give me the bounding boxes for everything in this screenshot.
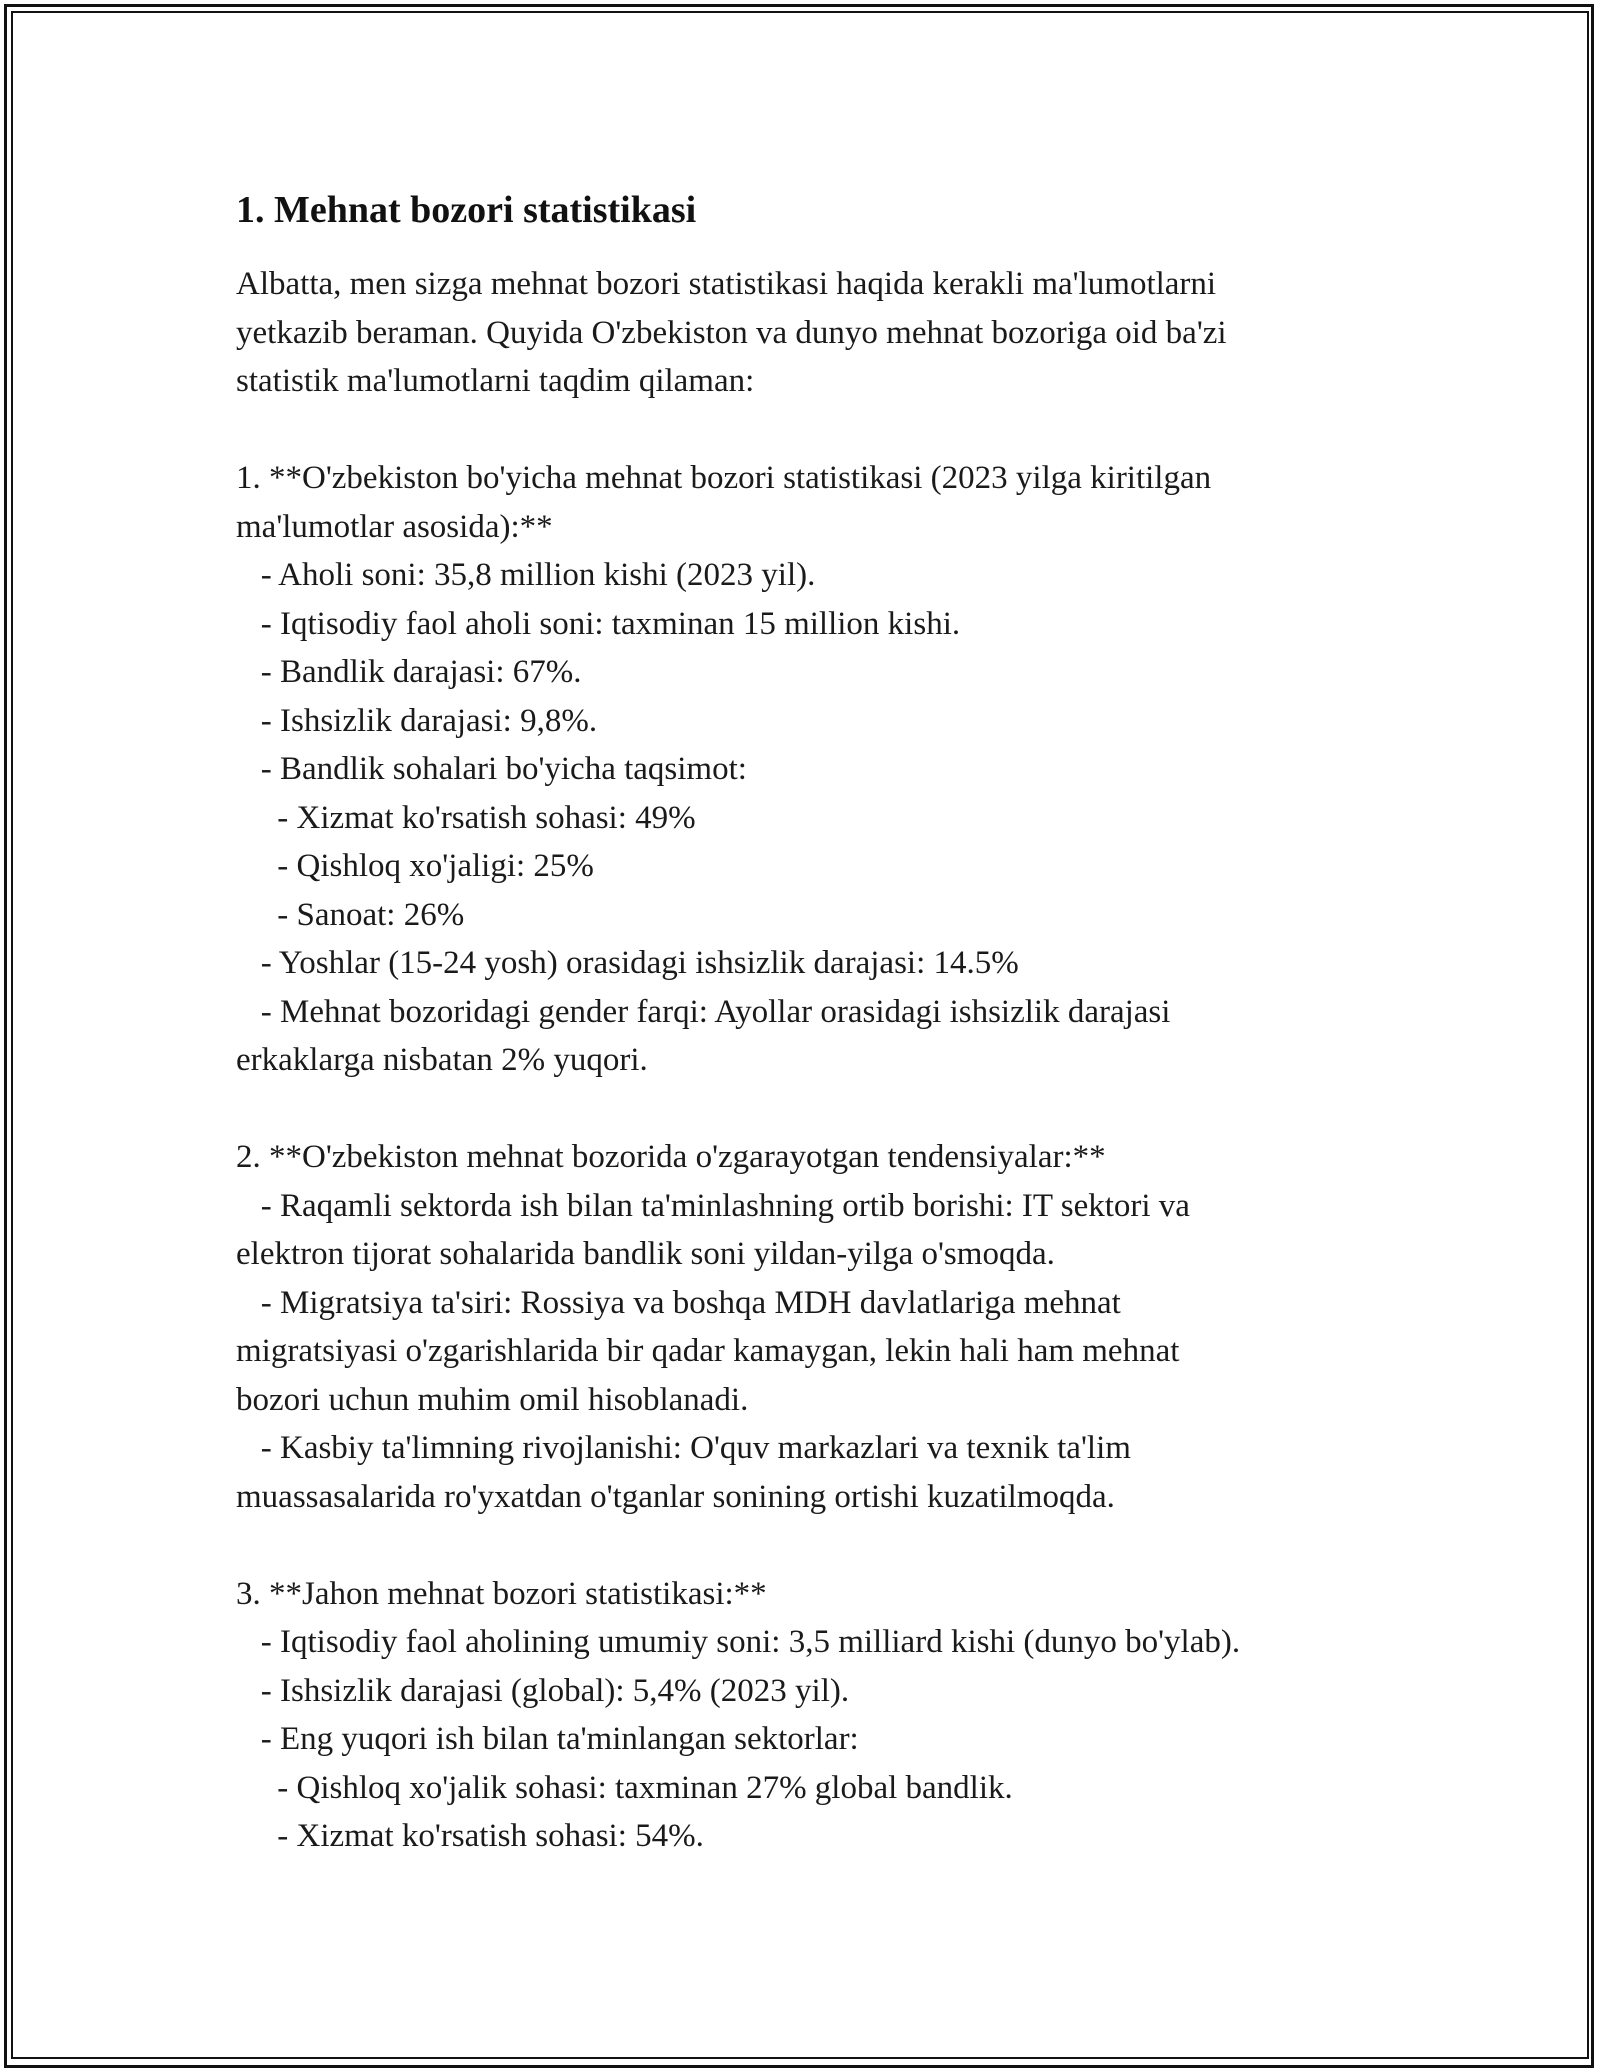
text-line: muassasalarida ro'yxatdan o'tganlar sonining ortishi kuzatilmoqda.: [236, 1478, 1115, 1515]
document-text: [236, 260, 1416, 1861]
text-line: erkaklarga nisbatan 2% yuqori.: [236, 1042, 648, 1078]
document-body: [236, 186, 1416, 1861]
text-line: bozori uchun muhim omil hisoblanadi.: [236, 1381, 749, 1418]
text-line: - Ishsizlik darajasi: 9,8%.: [236, 702, 598, 739]
text-line: - Aholi soni: 35,8 million kishi (2023 yil).: [236, 557, 816, 593]
text-line: - Xizmat ko'rsatish sohasi: 49%: [236, 799, 696, 836]
text-line: statistik ma'lumotlarni taqdim qilaman:: [236, 363, 755, 399]
text-line: - Xizmat ko'rsatish sohasi: 54%.: [236, 1818, 704, 1854]
blank-line: [236, 406, 1416, 455]
text-line: - Sanoat: 26%: [236, 896, 465, 933]
text-line: 3. **Jahon mehnat bozori statistikasi:**: [236, 1575, 767, 1612]
text-line: Albatta, men sizga mehnat bozori statistikasi haqida kerakli ma'lumotlarni: [236, 266, 1217, 302]
text-line: - Iqtisodiy faol aholining umumiy soni: 3,5 milliard kishi (dunyo bo'ylab).: [236, 1624, 1241, 1660]
text-line: - Yoshlar (15-24 yosh) orasidagi ishsizlik darajasi: 14.5%: [236, 945, 1019, 981]
text-line: elektron tijorat sohalarida bandlik soni yildan-yilga o'smoqda.: [236, 1236, 1055, 1272]
blank-line: [236, 1521, 1416, 1570]
text-line: - Iqtisodiy faol aholi soni: taxminan 15 million kishi.: [236, 605, 961, 642]
text-line: - Bandlik sohalari bo'yicha taqsimot:: [236, 751, 747, 787]
text-line: ma'lumotlar asosida):**: [236, 508, 553, 545]
text-line: yetkazib beraman. Quyida O'zbekiston va dunyo mehnat bozoriga oid ba'zi: [236, 314, 1227, 351]
text-line: - Bandlik darajasi: 67%.: [236, 654, 582, 690]
text-line: - Migratsiya ta'siri: Rossiya va boshqa MDH davlatlariga mehnat: [236, 1284, 1121, 1321]
text-line: - Ishsizlik darajasi (global): 5,4% (2023 yil).: [236, 1672, 850, 1709]
blank-line: [236, 1085, 1416, 1134]
text-line: - Qishloq xo'jalik sohasi: taxminan 27% global bandlik.: [236, 1769, 1013, 1806]
document-title: 1. Mehnat bozori statistikasi: [236, 189, 697, 231]
text-line: - Kasbiy ta'limning rivojlanishi: O'quv markazlari va texnik ta'lim: [236, 1430, 1131, 1466]
text-line: - Mehnat bozoridagi gender farqi: Ayollar orasidagi ishsizlik darajasi: [236, 993, 1171, 1030]
text-line: migratsiyasi o'zgarishlarida bir qadar kamaygan, lekin hali ham mehnat: [236, 1333, 1180, 1369]
text-line: - Raqamli sektorda ish bilan ta'minlashning ortib borishi: IT sektori va: [236, 1187, 1190, 1224]
text-line: - Qishloq xo'jaligi: 25%: [236, 848, 594, 884]
text-line: - Eng yuqori ish bilan ta'minlangan sektorlar:: [236, 1721, 859, 1757]
text-line: 2. **O'zbekiston mehnat bozorida o'zgarayotgan tendensiyalar:**: [236, 1139, 1106, 1175]
text-line: 1. **O'zbekiston bo'yicha mehnat bozori statistikasi (2023 yilga kiritilgan: [236, 460, 1212, 496]
